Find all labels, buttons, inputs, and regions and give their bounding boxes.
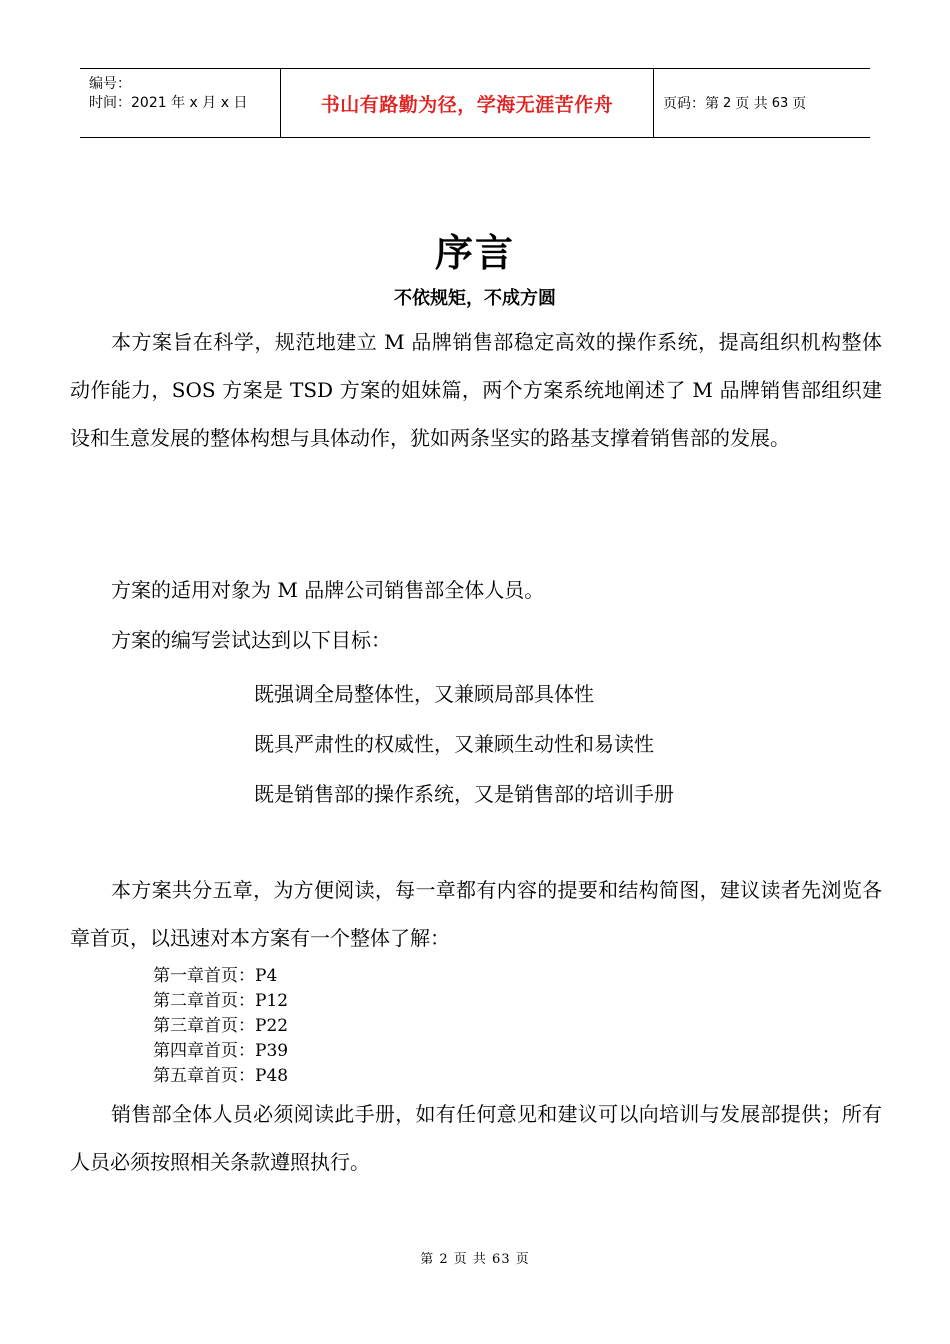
header-table [80, 68, 870, 138]
header-number: 编号： [89, 76, 131, 92]
chapter-item: 第五章首页：P48 [153, 1066, 289, 1086]
header-page-num: 2 [723, 95, 732, 111]
paragraph-audience: 方案的适用对象为 M 品牌公司销售部全体人员。 [111, 578, 545, 602]
paragraph-goals: 方案的编写尝试达到以下目标： [111, 628, 391, 652]
chapter-item: 第二章首页：P12 [153, 991, 289, 1011]
header-motto: 书山有路勤为径，学海无涯苦作舟 [281, 69, 654, 137]
paragraph-intro: 本方案旨在科学，规范地建立 M 品牌销售部稳定高效的操作系统，提高组织机构整体动作能力，SOS 方案是 TSD 方案的姐妹篇，两个方案系统地阐述了 M 品牌销售部组织建设和生意发展的整体构想与具体动作，犹如两条坚实的路基支撑着销售部的发展。 [70, 330, 882, 450]
header-time: 时间：2021 年 x 月 x 日 [89, 95, 248, 111]
paragraph-structure: 本方案共分五章，为方便阅读，每一章都有内容的提要和结构简图，建议读者先浏览各章首页，以迅速对本方案有一个整体了解： [70, 878, 882, 950]
chapter-list [153, 964, 288, 1089]
chapter-item: 第三章首页：P22 [153, 1016, 289, 1036]
page-footer: 第 2 页 共 63 页 [420, 1252, 530, 1267]
goal-item: 既是销售部的操作系统，又是销售部的培训手册 [254, 782, 674, 806]
chapter-item: 第一章首页：P4 [153, 966, 278, 986]
chapter-item: 第四章首页：P39 [153, 1041, 289, 1061]
header-page-mid: 页 共 [735, 96, 768, 112]
goal-item: 既强调全局整体性，又兼顾局部具体性 [254, 682, 594, 706]
header-page-total: 63 [771, 95, 789, 111]
header-page-label: 页码：第 [663, 96, 719, 112]
header-meta [80, 69, 281, 137]
header-page [654, 69, 870, 137]
page-subtitle: 不依规矩，不成方圆 [394, 288, 556, 309]
header-page-end: 页 [792, 96, 807, 112]
goal-item: 既具严肃性的权威性，又兼顾生动性和易读性 [254, 732, 654, 756]
page-title: 序言 [434, 231, 515, 275]
paragraph-requirement: 销售部全体人员必须阅读此手册，如有任何意见和建议可以向培训与发展部提供；所有人员必须按照相关条款遵照执行。 [70, 1102, 882, 1174]
